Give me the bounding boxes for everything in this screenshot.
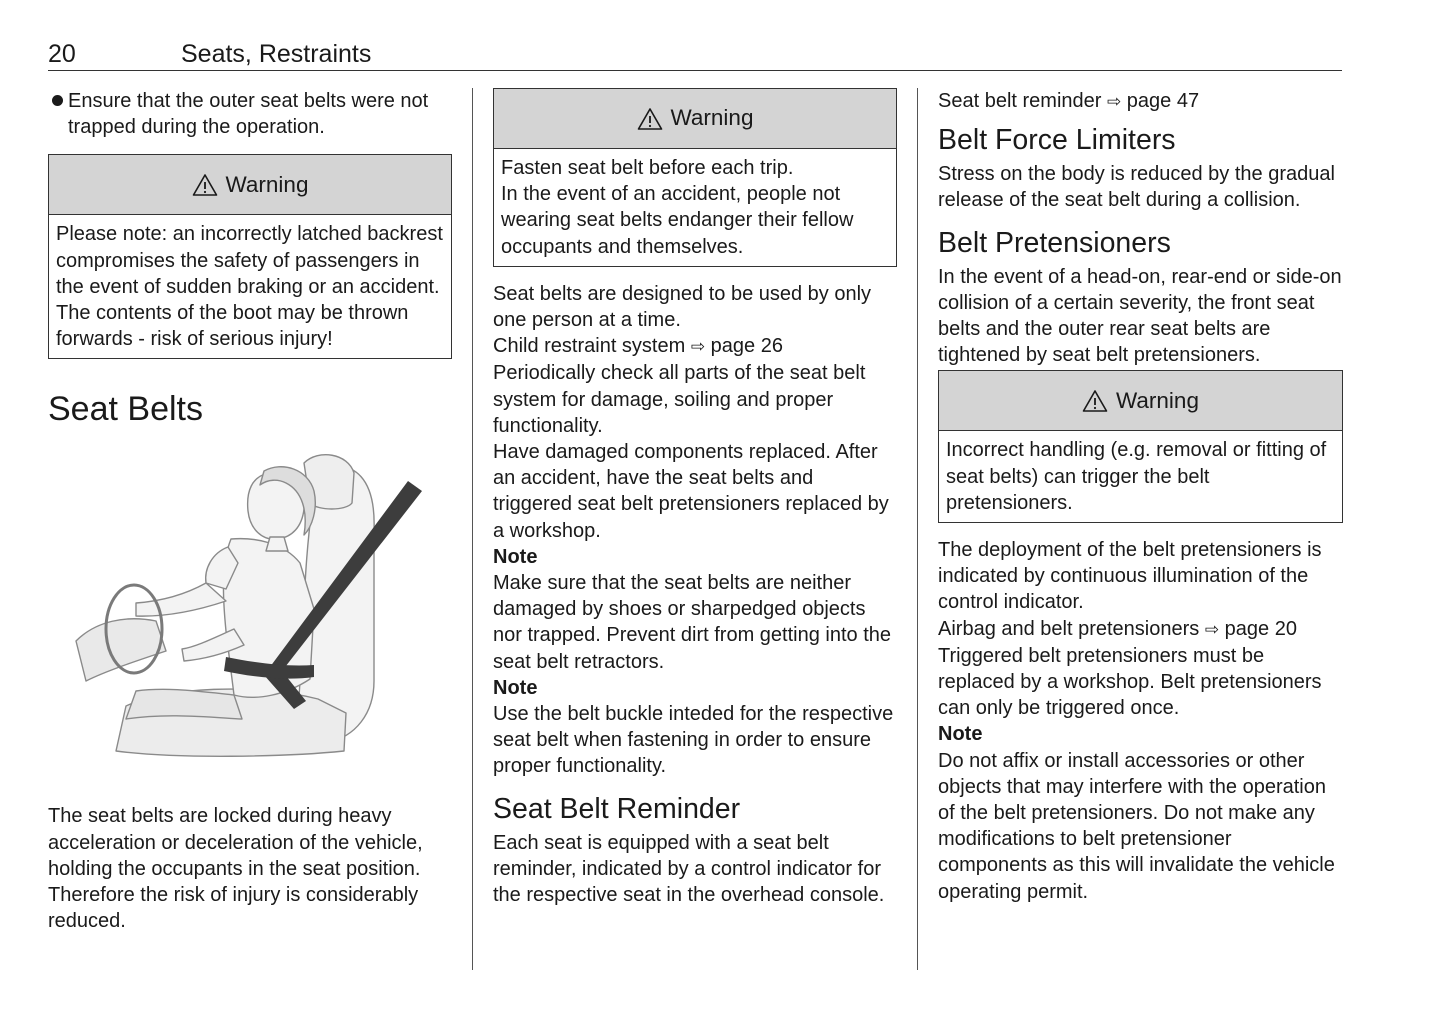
paragraph: Periodically check all parts of the seat belt system for damage, soiling and proper functionality. — [493, 362, 866, 437]
paragraph: In the event of a head-on, rear-end or side-on collision of a certain severity, the front seat belts and the outer rear seat belts are tightened by seat belt pretensioners. — [938, 265, 1342, 367]
cross-reference[interactable] — [493, 333, 897, 360]
heading-belt-pretensioners: Belt Pretensioners — [938, 226, 1171, 259]
xref-page: page 20 — [1224, 617, 1297, 640]
bullet-dot-icon — [52, 95, 63, 106]
column-divider — [917, 88, 918, 970]
warning-body — [49, 215, 451, 358]
seat-belt-illustration — [56, 451, 443, 763]
warning-text: Fasten seat belt before each trip. — [501, 157, 794, 179]
warning-title: Warning — [225, 171, 309, 197]
heading-seat-belt-reminder: Seat Belt Reminder — [493, 792, 741, 825]
warning-text: The contents of the boot may be thrown forwards - risk of serious injury! — [56, 302, 409, 351]
xref-page: page 47 — [1126, 90, 1200, 112]
bullet-text: Ensure that the outer seat belts were not trapped during the operation. — [68, 90, 429, 139]
note-label: Note — [493, 545, 538, 568]
column-divider — [472, 88, 473, 970]
arrow-right-icon: ⇨ — [690, 337, 706, 358]
section-title: Seats, Restraints — [181, 40, 372, 68]
paragraph: Stress on the body is reduced by the gradual release of the seat belt during a collision. — [938, 163, 1335, 212]
cross-reference[interactable] — [938, 616, 1343, 643]
warning-header — [49, 155, 451, 215]
warning-body — [494, 149, 896, 266]
page-header — [48, 38, 1342, 71]
paragraph: Each seat is equipped with a seat belt reminder, indicated by a control indicator for the respective seat in the overhead console. — [493, 831, 885, 907]
paragraph: Triggered belt pretensioners must be replaced by a workshop. Belt pretensioners can only be triggered once. — [938, 644, 1322, 720]
warning-triangle-icon — [192, 173, 218, 197]
warning-text: Please note: an incorrectly latched backrest compromises the safety of passengers in the event of sudden braking or an accident. — [56, 223, 443, 298]
bullet-item — [48, 88, 452, 140]
column-1 — [48, 88, 452, 934]
warning-box — [493, 88, 897, 267]
warning-title: Warning — [670, 105, 754, 131]
paragraph: Seat belts are designed to be used by only one person at a time. — [493, 282, 872, 332]
seat-belts-body: The seat belts are locked during heavy acceleration or deceleration of the vehicle, holding the occupants in the seat position. Therefore the risk of injury is considerably reduced. — [48, 805, 423, 933]
cross-reference[interactable] — [938, 88, 1343, 115]
warning-title: Warning — [1116, 387, 1199, 413]
note-text: Do not affix or install accessories or other objects that may interfere with the operation of the belt pretensioners. Do not make any modifications to belt pretensioner components as this will invalidate the vehicle operating permit. — [938, 749, 1335, 903]
heading-seat-belts: Seat Belts — [48, 390, 203, 429]
heading-belt-force-limiters: Belt Force Limiters — [938, 124, 1176, 157]
xref-page: page 26 — [710, 335, 783, 358]
xref-text: Child restraint system — [493, 335, 686, 358]
note-label: Note — [938, 723, 983, 746]
warning-header — [939, 371, 1342, 431]
xref-text: Airbag and belt pretensioners — [938, 617, 1200, 640]
note-text: Make sure that the seat belts are neither damaged by shoes or sharpedged objects nor trapped. Prevent dirt from getting into the seat belt retractors. — [493, 572, 891, 673]
paragraph: The deployment of the belt pretensioners is indicated by continuous illumination of the control indicator. — [938, 539, 1322, 614]
driver-seat-belt-icon — [56, 451, 443, 763]
warning-triangle-icon — [637, 107, 663, 131]
arrow-right-icon: ⇨ — [1106, 92, 1122, 112]
paragraph: Have damaged components replaced. After an accident, have the seat belts and triggered seat belt pretensioners replaced by a workshop. — [493, 441, 889, 542]
warning-text: Incorrect handling (e.g. removal or fitting of seat belts) can trigger the belt pretensioners. — [946, 439, 1327, 514]
note-text: Use the belt buckle inteded for the respective seat belt when fastening in order to ensure proper functionality. — [493, 703, 894, 778]
xref-text: Seat belt reminder — [938, 90, 1102, 112]
note-label: Note — [493, 676, 538, 699]
warning-box — [938, 370, 1343, 523]
warning-box — [48, 154, 452, 359]
warning-text: In the event of an accident, people not wearing seat belts endanger their fellow occupants and themselves. — [501, 183, 854, 258]
warning-header — [494, 89, 896, 149]
arrow-right-icon: ⇨ — [1204, 619, 1220, 640]
warning-body — [939, 431, 1342, 522]
warning-triangle-icon — [1082, 389, 1108, 413]
page-number: 20 — [48, 40, 76, 68]
column-3 — [938, 88, 1343, 905]
column-2 — [493, 88, 897, 908]
